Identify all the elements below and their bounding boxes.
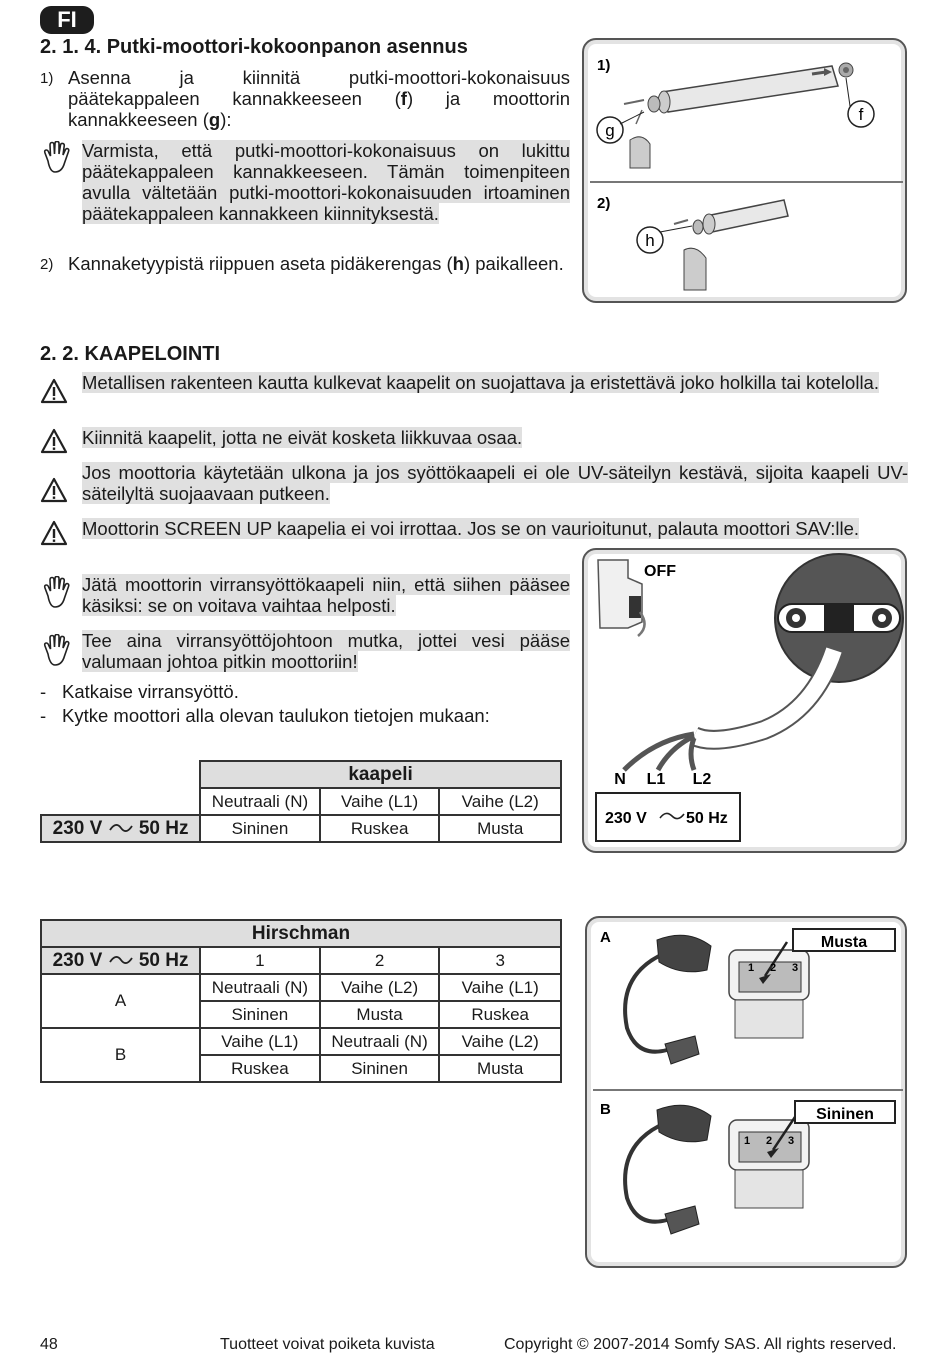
- warning-4: [82, 518, 908, 539]
- hand-icon: [42, 576, 72, 610]
- step-1-number: 1): [40, 70, 54, 87]
- warning-3-text: Jos moottoria käytetään ulkona ja jos syöttökaapeli ei ole UV-säteilyn kestävä, sijoita kaapeli UV-säteilyltä suojaavaan putkeen.: [82, 462, 908, 504]
- step-1-text-b: ) ja moottorin kannakkeeseen (: [68, 88, 570, 130]
- voltage-label: 230 V: [605, 810, 647, 827]
- table-cell: Vaihe (L1): [200, 1028, 320, 1055]
- footer-disclaimer: Tuotteet voivat poiketa kuvista: [220, 1336, 435, 1353]
- col-l2: Vaihe (L2): [439, 788, 561, 815]
- section-title-2-1-4: 2. 1. 4. Putki-moottori-kokoonpanon asennus: [40, 36, 468, 58]
- row-label-frequency: 50 Hz: [138, 817, 189, 839]
- table-cell: Sininen: [200, 1001, 320, 1028]
- col-l1: Vaihe (L1): [320, 788, 440, 815]
- bracket-g-illustration: [630, 137, 650, 168]
- step-2-text-a: Kannaketyypistä riippuen aseta pidäkerengas (: [68, 253, 453, 274]
- pin-2-label: 2: [766, 1135, 773, 1147]
- circuit-breaker-icon: [598, 560, 645, 636]
- warning-4-text: Moottorin SCREEN UP kaapelia ei voi irrottaa. Jos se on vaurioitunut, palauta moottori SAV:lle.: [82, 518, 860, 539]
- figure-1-label-1: 1): [597, 57, 611, 74]
- ref-f: f: [400, 88, 407, 109]
- callout-g-text: g: [605, 121, 615, 140]
- pin-3-label: 3: [788, 1135, 795, 1147]
- cell-black: Musta: [439, 815, 561, 842]
- cell-brown: Ruskea: [320, 815, 440, 842]
- language-badge: FI: [40, 6, 94, 34]
- warning-3: [82, 462, 908, 504]
- warning-icon: [40, 477, 68, 503]
- step-1-text: [68, 67, 570, 130]
- warning-icon: [40, 378, 68, 404]
- wire-label-l1: L1: [646, 771, 666, 788]
- figure-1-label-2: 2): [597, 195, 611, 212]
- col-neutral: Neutraali (N): [200, 788, 320, 815]
- step-2-text-b: ) paikalleen.: [463, 253, 564, 274]
- connector-b-illustration: [625, 1105, 809, 1234]
- pin-1-label: 1: [744, 1135, 751, 1147]
- step-1: [40, 67, 570, 130]
- col-pin-3: 3: [439, 947, 561, 974]
- ac-wave-icon: [108, 821, 134, 835]
- row-label-b: B: [41, 1028, 200, 1082]
- row-label-voltage: 230 V: [52, 817, 103, 839]
- dash-item-1-text: Katkaise virransyöttö.: [62, 681, 239, 702]
- page-number: 48: [40, 1336, 58, 1353]
- connector-a-illustration: [625, 935, 809, 1064]
- warning-1: [82, 372, 908, 393]
- voltage-row-label: [41, 815, 200, 842]
- connector-b-color: Sininen: [816, 1106, 874, 1123]
- step-2-text: [68, 253, 570, 274]
- empty-cell: [41, 761, 200, 788]
- connector-a-color: Musta: [820, 934, 868, 951]
- row-label-frequency: 50 Hz: [138, 949, 189, 971]
- col-pin-1: 1: [200, 947, 320, 974]
- warning-icon: [40, 428, 68, 454]
- ref-h: h: [452, 253, 464, 274]
- connector-b-label: B: [600, 1101, 611, 1118]
- table-cell: Ruskea: [200, 1055, 320, 1082]
- hirschman-header: Hirschman: [41, 920, 561, 947]
- warning-2: [82, 427, 908, 448]
- table-cell: Vaihe (L2): [439, 1028, 561, 1055]
- note-loop-text: Tee aina virransyöttöjohtoon mutka, jottei vesi pääse valumaan johtoa pitkin moottoriin!: [82, 630, 570, 672]
- warning-2-text: Kiinnitä kaapelit, jotta ne eivät kosketa liikkuvaa osaa.: [82, 427, 523, 448]
- dash-marker: -: [40, 681, 47, 702]
- note-loop: [82, 630, 570, 672]
- warning-1-text: Metallisen rakenteen kautta kulkevat kaapelit on suojattava ja eristettävä joko holkilla tai kotelolla.: [82, 372, 879, 393]
- tube-motor-figure: [582, 38, 907, 303]
- step-1-text-c: ):: [220, 109, 232, 130]
- table-cell: Vaihe (L2): [320, 974, 440, 1001]
- note-access-text: Jätä moottorin virransyöttökaapeli niin, että siihen pääsee käsiksi: se on voitava vaihtaa helposti.: [82, 574, 570, 616]
- note-lock: [82, 140, 570, 224]
- row-label-a: A: [41, 974, 200, 1028]
- ref-g: g: [208, 109, 221, 130]
- step-2-number: 2): [40, 256, 54, 273]
- table-cell: Ruskea: [439, 1001, 561, 1028]
- dash-item-1: [40, 681, 239, 702]
- pin-1-label: 1: [748, 962, 755, 974]
- table-cell: Musta: [320, 1001, 440, 1028]
- table-cell: Sininen: [320, 1055, 440, 1082]
- step-1-text-a: Asenna ja kiinnitä putki-moottori-kokonaisuus päätekappaleen kannakkeeseen (: [68, 67, 570, 109]
- section-title-2-2: 2. 2. KAAPELOINTI: [40, 343, 221, 365]
- table-cell: Musta: [439, 1055, 561, 1082]
- off-label: OFF: [644, 563, 676, 580]
- dash-marker: -: [40, 705, 47, 726]
- wire-label-l2: L2: [692, 771, 712, 788]
- pin-2-label: 2: [770, 962, 777, 974]
- table-cell: Neutraali (N): [320, 1028, 440, 1055]
- frequency-label: 50 Hz: [686, 810, 728, 827]
- ac-wave-icon: [108, 953, 134, 967]
- col-pin-2: 2: [320, 947, 440, 974]
- warning-icon: [40, 520, 68, 546]
- hand-icon: [42, 634, 72, 668]
- table-cell: Vaihe (L1): [439, 974, 561, 1001]
- retaining-ring-illustration: [674, 200, 788, 290]
- tube-illustration: [624, 63, 853, 124]
- step-2: [40, 253, 570, 274]
- dash-item-2-text: Kytke moottori alla olevan taulukon tietojen mukaan:: [62, 705, 490, 726]
- empty-cell: [41, 788, 200, 815]
- hand-icon: [42, 141, 72, 175]
- wire-label-n: N: [614, 771, 626, 788]
- note-lock-text: Varmista, että putki-moottori-kokonaisuus on lukittu päätekappaleen kannakkeeseen. Tämän toimenpiteen avulla vältetään putki-moottori-kokonaisuuden irtoaminen päätekappaleen kannakkeen kiinnityksestä.: [82, 140, 570, 224]
- callout-f-text: f: [858, 105, 864, 124]
- cable-table: [40, 760, 562, 843]
- row-label-voltage: 230 V: [52, 949, 103, 971]
- cable-header: kaapeli: [200, 761, 561, 788]
- hirschman-figure: [585, 916, 907, 1268]
- dash-item-2: [40, 705, 490, 726]
- pin-3-label: 3: [792, 962, 799, 974]
- voltage-row-label: [41, 947, 200, 974]
- hirschman-table: [40, 919, 562, 1083]
- table-cell: Neutraali (N): [200, 974, 320, 1001]
- connector-a-label: A: [600, 929, 611, 946]
- cell-blue: Sininen: [200, 815, 320, 842]
- note-access: [82, 574, 570, 616]
- footer-copyright: Copyright © 2007-2014 Somfy SAS. All rights reserved.: [504, 1336, 897, 1353]
- wiring-figure: [582, 548, 907, 853]
- callout-h-text: h: [645, 231, 655, 250]
